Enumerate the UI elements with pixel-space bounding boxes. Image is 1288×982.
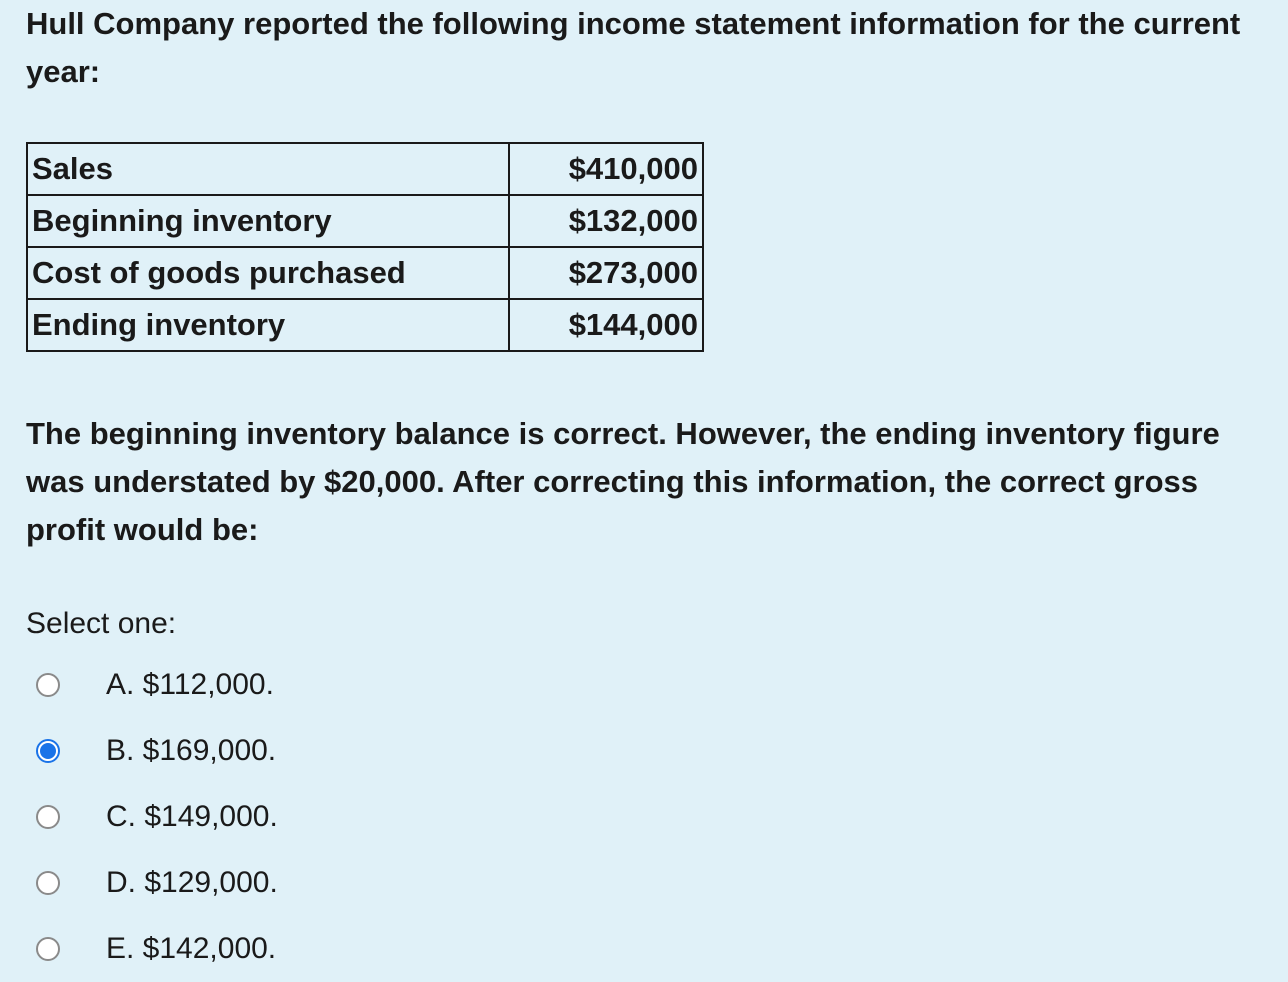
- option-label[interactable]: E. $142,000.: [106, 932, 277, 965]
- row-label: Ending inventory: [27, 299, 509, 351]
- income-statement-table: [26, 142, 704, 352]
- option-b[interactable]: [36, 718, 278, 784]
- option-label[interactable]: B. $169,000.: [106, 734, 277, 767]
- radio-button[interactable]: [36, 673, 60, 697]
- option-label[interactable]: A. $112,000.: [106, 668, 274, 701]
- row-label: Sales: [27, 143, 509, 195]
- row-value: $144,000: [509, 299, 703, 351]
- table-row: [27, 299, 703, 351]
- select-prompt: Select one:: [26, 607, 177, 640]
- option-label[interactable]: C. $149,000.: [106, 800, 278, 833]
- option-d[interactable]: [36, 850, 278, 916]
- row-value: $273,000: [509, 247, 703, 299]
- question-intro: Hull Company reported the following income statement information for the current year:: [26, 6, 1241, 89]
- question-text: The beginning inventory balance is correct. However, the ending inventory figure was understated by $20,000. After correcting this information, the correct gross profit would be:: [26, 416, 1220, 547]
- row-label: Cost of goods purchased: [27, 247, 509, 299]
- table-row: [27, 143, 703, 195]
- radio-button[interactable]: [36, 871, 60, 895]
- option-label[interactable]: D. $129,000.: [106, 866, 278, 899]
- table-row: [27, 247, 703, 299]
- radio-button[interactable]: [36, 937, 60, 961]
- row-value: $410,000: [509, 143, 703, 195]
- radio-dot-icon: [40, 743, 56, 759]
- table-row: [27, 195, 703, 247]
- radio-button[interactable]: [36, 739, 60, 763]
- option-a[interactable]: [36, 652, 278, 718]
- answer-options: [36, 652, 278, 982]
- option-c[interactable]: [36, 784, 278, 850]
- row-label: Beginning inventory: [27, 195, 509, 247]
- radio-button[interactable]: [36, 805, 60, 829]
- row-value: $132,000: [509, 195, 703, 247]
- option-e[interactable]: [36, 916, 278, 982]
